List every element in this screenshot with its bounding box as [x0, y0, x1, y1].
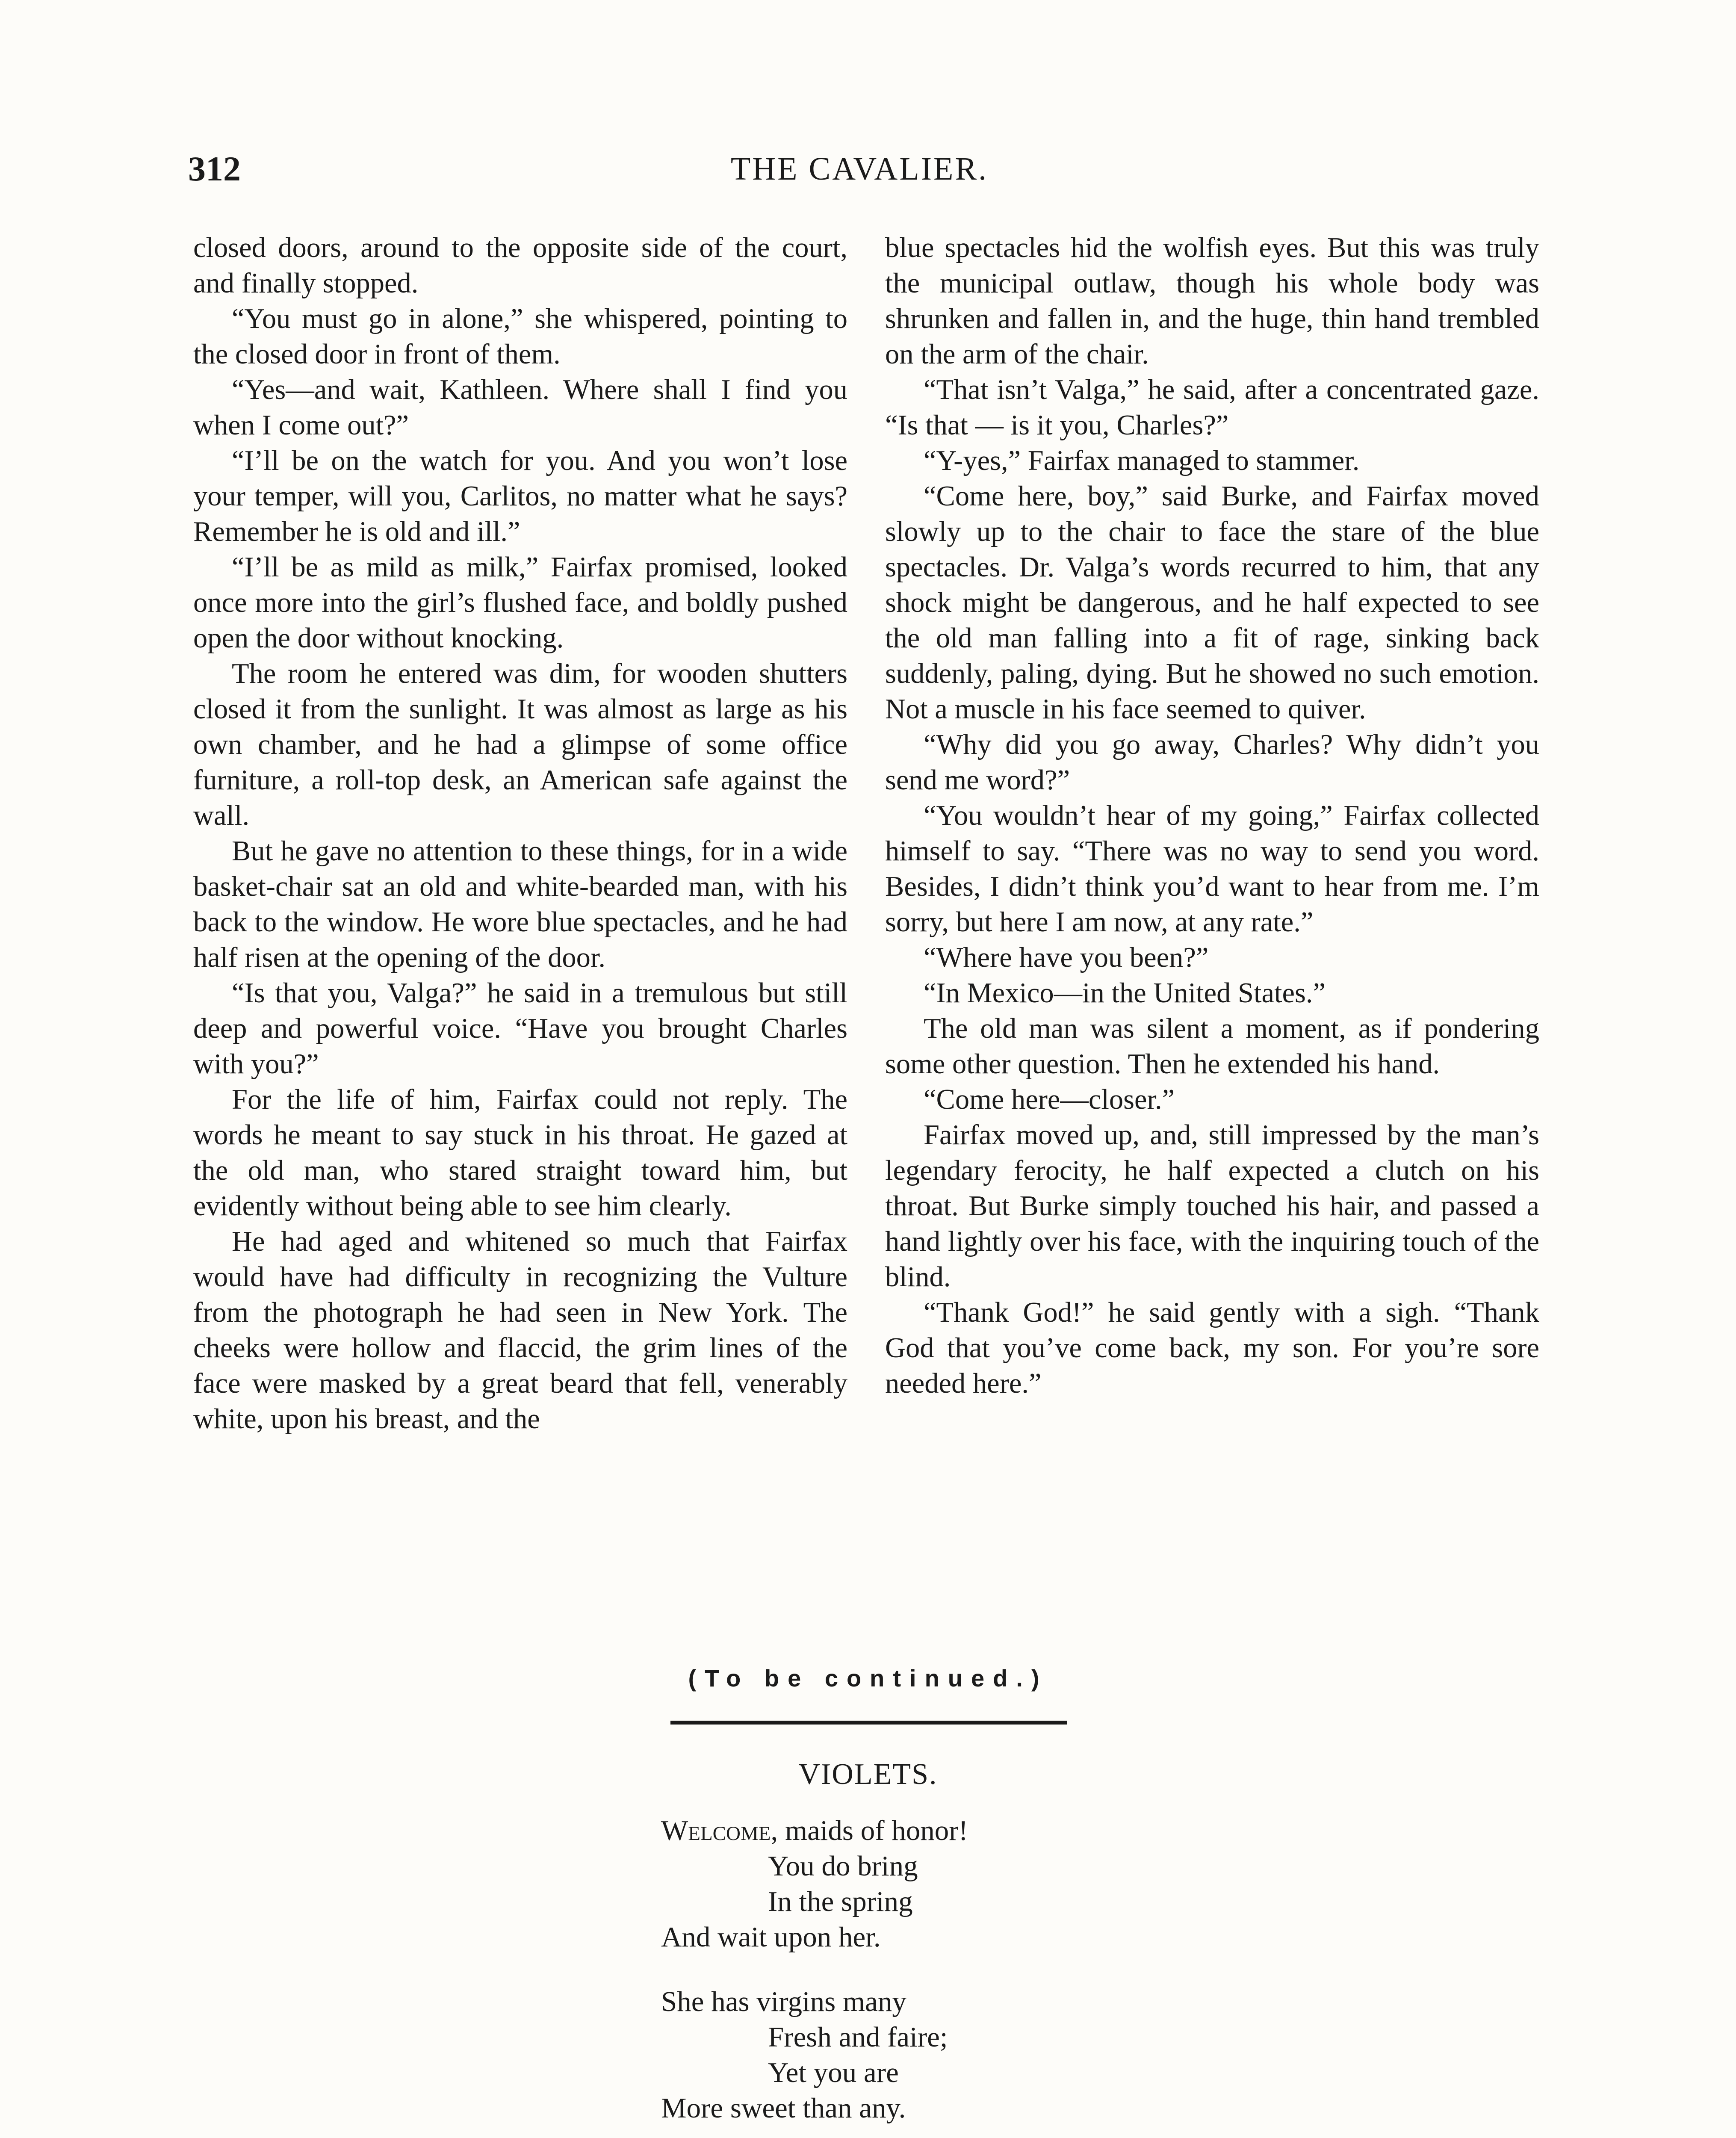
paragraph: “Yes—and wait, Kathleen. Where shall I find you when I come out?” — [193, 374, 847, 441]
paragraph: The old man was silent a moment, as if pondering some other question. Then he extended his hand. — [885, 1013, 1539, 1080]
right-column — [885, 230, 1539, 1401]
poem-title: VIOLETS. — [798, 1758, 938, 1791]
poem-line: And wait upon her. — [661, 1921, 881, 1953]
poem-line: In the spring — [768, 1886, 913, 1917]
paragraph: For the life of him, Fairfax could not reply. The words he meant to say stuck in his throat. He gazed at the old man, who stared straight toward him, but evidently without being able to see him clearly. — [193, 1084, 847, 1222]
stanza — [661, 1813, 1345, 1955]
journal-title: THE CAVALIER. — [730, 151, 989, 187]
section-divider — [670, 1721, 1067, 1725]
poem-line-rest: maids of honor! — [778, 1815, 968, 1846]
paragraph: “I’ll be as mild as milk,” Fairfax promised, looked once more into the girl’s flushed face, and boldly pushed open the door without knocking. — [193, 552, 847, 654]
paragraph: “You wouldn’t hear of my going,” Fairfax collected himself to say. “There was no way to send you word. Besides, I didn’t think you’d want to hear from me. I’m sorry, but here I am now, at any rate.” — [885, 800, 1539, 938]
paragraph: closed doors, around to the opposite side of the court, and finally stopped. — [193, 232, 847, 299]
stanza — [661, 1984, 1345, 2126]
paragraph: “Come here, boy,” said Burke, and Fairfax moved slowly up to the chair to face the stare of the blue spectacles. Dr. Valga’s words recurred to him, that any shock might be dangerous, and he half expected to see the old man falling into a fit of rage, sinking back suddenly, paling, dying. But he showed no such emotion. Not a muscle in his face seemed to quiver. — [885, 481, 1539, 725]
paragraph: “Thank God!” he said gently with a sigh. “Thank God that you’ve come back, my son. For you’re sore needed here.” — [885, 1297, 1539, 1399]
paragraph: But he gave no attention to these things, for in a wide basket-chair sat an old and white-bearded man, with his back to the window. He wore blue spectacles, and he had half risen at the opening of the door. — [193, 836, 847, 973]
paragraph: “That isn’t Valga,” he said, after a concentrated gaze. “Is that — is it you, Charles?” — [885, 374, 1539, 441]
poem-line: She has virgins many — [661, 1986, 906, 2017]
article-columns — [193, 230, 1539, 1663]
paragraph: Fairfax moved up, and, still impressed by the man’s legendary ferocity, he half expected a clutch on his throat. But Burke simply touched his hair, and passed a hand lightly over his face, with the inquiring touch of the blind. — [885, 1119, 1539, 1293]
paragraph: “Y-yes,” Fairfax managed to stammer. — [924, 445, 1360, 476]
left-column — [193, 230, 847, 1437]
paragraph: “You must go in alone,” she whispered, pointing to the closed door in front of them. — [193, 303, 847, 370]
paragraph: “I’ll be on the watch for you. And you won’t lose your temper, will you, Carlitos, no matter what he says? Remember he is old and ill.” — [193, 445, 847, 547]
paragraph: blue spectacles hid the wolfish eyes. But this was truly the municipal outlaw, though his whole body was shrunken and fallen in, and the huge, thin hand trembled on the arm of the chair. — [885, 232, 1539, 370]
poem-line: More sweet than any. — [661, 2092, 906, 2124]
paragraph: “Where have you been?” — [924, 942, 1209, 973]
poem-line: Fresh and faire; — [768, 2021, 948, 2053]
paragraph: The room he entered was dim, for wooden shutters closed it from the sunlight. It was almost as large as his own chamber, and he had a glimpse of some office furniture, a roll-top desk, an American safe against the wall. — [193, 658, 847, 831]
to-be-continued-note: (To be continued.) — [688, 1665, 1048, 1692]
paragraph: “In Mexico—in the United States.” — [924, 977, 1326, 1009]
paragraph: “Is that you, Valga?” he said in a tremulous but still deep and powerful voice. “Have you brought Charles with you?” — [193, 977, 847, 1080]
page-number: 312 — [188, 149, 241, 188]
paragraph: He had aged and whitened so much that Fairfax would have had difficulty in recognizing the Vulture from the photograph he had seen in New York. The cheeks were hollow and flaccid, the grim lines of the face were masked by a great beard that fell, venerably white, upon his breast, and the — [193, 1226, 847, 1435]
paragraph: “Come here—closer.” — [924, 1084, 1175, 1115]
running-head — [188, 145, 1531, 192]
poem-line: You do bring — [768, 1850, 918, 1882]
poem-line — [661, 1813, 1345, 1849]
paragraph: “Why did you go away, Charles? Why didn’t you send me word?” — [885, 729, 1539, 796]
poem — [661, 1813, 1345, 2138]
poem-first-word: Welcome, — [661, 1815, 778, 1846]
poem-line: Yet you are — [768, 2057, 899, 2088]
